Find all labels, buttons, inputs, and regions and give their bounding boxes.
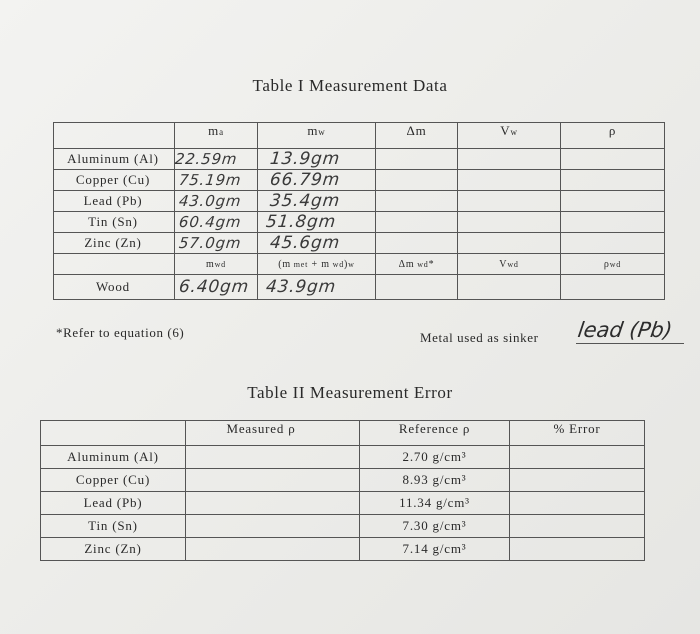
header-measured-rho: Measured ρ <box>186 421 360 446</box>
header-mw: mw <box>258 123 376 149</box>
table1-header-row <box>54 123 665 149</box>
error-cell <box>510 538 645 561</box>
table-row <box>54 212 665 233</box>
table1-header-blank <box>54 123 175 149</box>
table-row <box>41 538 645 561</box>
vwd-cell <box>458 275 561 300</box>
vw-cell <box>458 170 561 191</box>
table-row <box>54 275 665 300</box>
error-cell <box>510 515 645 538</box>
measured-cell <box>186 538 360 561</box>
row-label: Zinc (Zn) <box>41 538 186 561</box>
row-label: Copper (Cu) <box>54 170 175 191</box>
table-row <box>54 191 665 212</box>
ma-cell: 43.0gm <box>175 191 258 212</box>
table-row <box>54 149 665 170</box>
header-vw: Vw <box>458 123 561 149</box>
delta-m-cell <box>376 191 458 212</box>
table2-title: Table II Measurement Error <box>247 383 453 402</box>
measured-cell <box>186 469 360 492</box>
header-mwd: mwd <box>175 254 258 275</box>
reference-cell: 7.30 g/cm³ <box>360 515 510 538</box>
table-row <box>41 492 645 515</box>
table-row <box>41 515 645 538</box>
row-label: Zinc (Zn) <box>54 233 175 254</box>
rho-cell <box>561 170 665 191</box>
table1-title: Table I Measurement Data <box>252 76 448 95</box>
mw-cell: 45.6gm <box>258 233 376 254</box>
header-rho-wd: ρwd <box>561 254 665 275</box>
reference-cell: 2.70 g/cm³ <box>360 446 510 469</box>
table2-header-row <box>41 421 645 446</box>
ma-cell: 57.0gm <box>175 233 258 254</box>
rho-cell <box>561 191 665 212</box>
error-cell <box>510 446 645 469</box>
error-cell <box>510 492 645 515</box>
header-delta-mwd: Δm wd* <box>376 254 458 275</box>
table1-subheader-row <box>54 254 665 275</box>
row-label: Tin (Sn) <box>54 212 175 233</box>
header-mmet-mwd: (m met + m wd)w <box>258 254 376 275</box>
measured-cell <box>186 515 360 538</box>
row-label: Lead (Pb) <box>54 191 175 212</box>
mwd-cell: 6.40gm <box>175 275 258 300</box>
table-row <box>41 446 645 469</box>
header-delta-m: Δm <box>376 123 458 149</box>
reference-cell: 8.93 g/cm³ <box>360 469 510 492</box>
delta-mwd-cell <box>376 275 458 300</box>
delta-m-cell <box>376 233 458 254</box>
table-row <box>54 233 665 254</box>
mw-cell: 51.8gm <box>258 212 376 233</box>
measured-cell <box>186 446 360 469</box>
ma-cell: 75.19m <box>175 170 258 191</box>
vw-cell <box>458 233 561 254</box>
delta-m-cell <box>376 170 458 191</box>
rho-wd-cell <box>561 275 665 300</box>
mw-cell: 66.79m <box>258 170 376 191</box>
vw-cell <box>458 191 561 212</box>
table2-header-blank <box>41 421 186 446</box>
sinker-underline <box>576 343 684 344</box>
delta-m-cell <box>376 149 458 170</box>
vw-cell <box>458 212 561 233</box>
row-label: Copper (Cu) <box>41 469 186 492</box>
rho-cell <box>561 149 665 170</box>
header-rho: ρ <box>561 123 665 149</box>
row-label: Tin (Sn) <box>41 515 186 538</box>
row-label: Lead (Pb) <box>41 492 186 515</box>
equation-note: *Refer to equation (6) <box>56 325 185 340</box>
header-ma: ma <box>175 123 258 149</box>
measured-cell <box>186 492 360 515</box>
rho-cell <box>561 212 665 233</box>
header-percent-error: % Error <box>510 421 645 446</box>
subheader-blank <box>54 254 175 275</box>
ma-cell: 22.59m <box>175 149 258 170</box>
ma-cell: 60.4gm <box>175 212 258 233</box>
row-label: Aluminum (Al) <box>41 446 186 469</box>
reference-cell: 11.34 g/cm³ <box>360 492 510 515</box>
sinker-value: lead (Pb) <box>576 318 674 342</box>
vw-cell <box>458 149 561 170</box>
mw-cell: 13.9gm <box>258 149 376 170</box>
table-row <box>41 469 645 492</box>
row-label: Wood <box>54 275 175 300</box>
delta-m-cell <box>376 212 458 233</box>
error-cell <box>510 469 645 492</box>
reference-cell: 7.14 g/cm³ <box>360 538 510 561</box>
rho-cell <box>561 233 665 254</box>
header-reference-rho: Reference ρ <box>360 421 510 446</box>
measurement-error-table <box>40 420 645 561</box>
mw-cell: 35.4gm <box>258 191 376 212</box>
mmet-mwd-cell: 43.9gm <box>258 275 376 300</box>
header-vwd: Vwd <box>458 254 561 275</box>
table-row <box>54 170 665 191</box>
row-label: Aluminum (Al) <box>54 149 175 170</box>
sinker-label: Metal used as sinker <box>420 330 539 345</box>
measurement-data-table <box>53 122 665 300</box>
